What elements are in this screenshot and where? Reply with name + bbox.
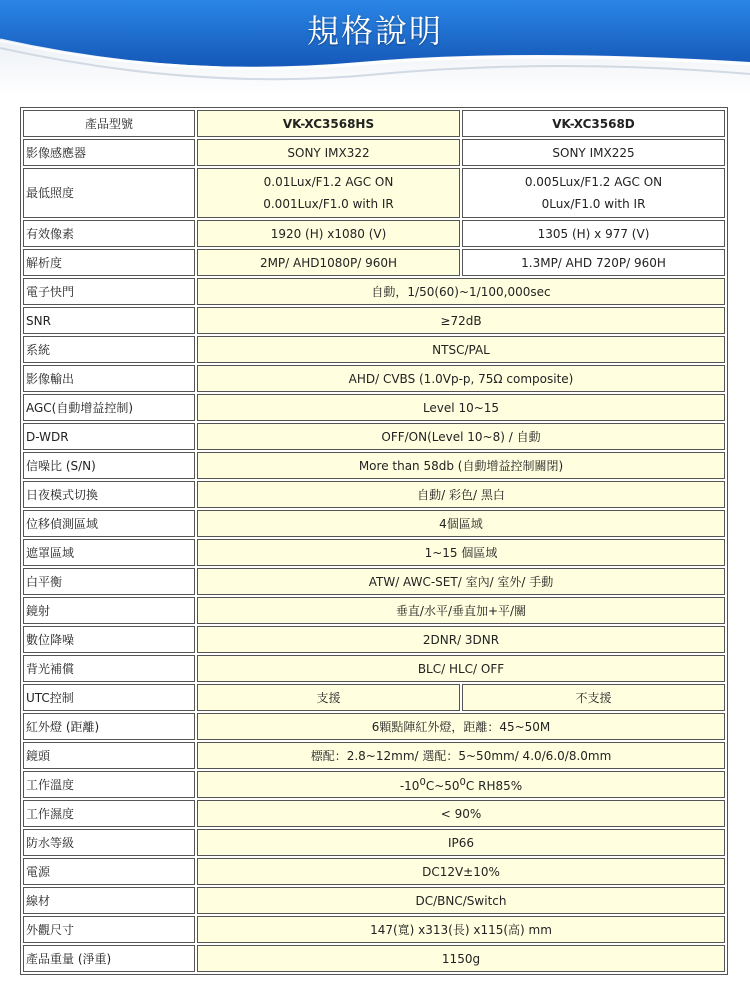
row-label: 產品重量 (淨重): [23, 945, 195, 972]
row-value-hs: 支援: [197, 684, 460, 711]
row-label: 電源: [23, 858, 195, 885]
table-row: [23, 423, 725, 450]
row-label: 外觀尺寸: [23, 916, 195, 943]
row-label: 位移偵測區域: [23, 510, 195, 537]
row-label: 遮罩區域: [23, 539, 195, 566]
row-value: 4個區域: [197, 510, 725, 537]
spec-table-container: [20, 107, 728, 975]
row-label: 信噪比 (S/N): [23, 452, 195, 479]
row-value: Level 10~15: [197, 394, 725, 421]
row-label: 數位降噪: [23, 626, 195, 653]
row-value: BLC/ HLC/ OFF: [197, 655, 725, 682]
row-label: 電子快門: [23, 278, 195, 305]
row-value-d: [462, 168, 725, 218]
row-value-hs: SONY IMX322: [197, 139, 460, 166]
row-value: 1~15 個區域: [197, 539, 725, 566]
row-label: 工作溫度: [23, 771, 195, 798]
row-label: 工作濕度: [23, 800, 195, 827]
table-row: [23, 945, 725, 972]
row-value: 自動，1/50(60)~1/100,000sec: [197, 278, 725, 305]
degree-mark: 0: [419, 776, 426, 788]
table-row: [23, 626, 725, 653]
table-row: [23, 220, 725, 247]
row-value: ≥72dB: [197, 307, 725, 334]
row-value: AHD/ CVBS (1.0Vp-p, 75Ω composite): [197, 365, 725, 392]
row-label: 紅外燈 (距離): [23, 713, 195, 740]
row-value: DC12V±10%: [197, 858, 725, 885]
row-value: ATW/ AWC-SET/ 室內/ 室外/ 手動: [197, 568, 725, 595]
row-value: < 90%: [197, 800, 725, 827]
table-row: [23, 887, 725, 914]
table-row: [23, 742, 725, 769]
row-value-line: 0.005Lux/F1.2 AGC ON: [524, 175, 663, 189]
row-value: OFF/ON(Level 10~8) / 自動: [197, 423, 725, 450]
row-label: 最低照度: [23, 168, 195, 218]
header-banner: [0, 0, 750, 95]
row-value: 標配：2.8~12mm/ 選配：5~50mm/ 4.0/6.0/8.0mm: [197, 742, 725, 769]
row-value-hs: 2MP/ AHD1080P/ 960H: [197, 249, 460, 276]
row-value: 垂直/水平/垂直加+平/關: [197, 597, 725, 624]
temp-part: C RH85%: [465, 778, 523, 793]
row-label: 鏡頭: [23, 742, 195, 769]
table-row: [23, 168, 725, 218]
row-value-line: 0.01Lux/F1.2 AGC ON: [263, 175, 394, 189]
row-value: 2DNR/ 3DNR: [197, 626, 725, 653]
row-value: IP66: [197, 829, 725, 856]
row-value-hs: [197, 168, 460, 218]
table-row: [23, 713, 725, 740]
model-d-header: VK-XC3568D: [462, 110, 725, 137]
row-label: 解析度: [23, 249, 195, 276]
row-value-line: 0.001Lux/F1.0 with IR: [263, 197, 394, 211]
row-label: 影像感應器: [23, 139, 195, 166]
table-row: [23, 336, 725, 363]
table-row: [23, 539, 725, 566]
row-label: 系統: [23, 336, 195, 363]
row-value: NTSC/PAL: [197, 336, 725, 363]
row-value-d: 不支援: [462, 684, 725, 711]
temp-part: -10: [399, 778, 420, 793]
row-label: 影像輸出: [23, 365, 195, 392]
table-row: [23, 684, 725, 711]
page-title: 規格說明: [306, 12, 443, 50]
table-row: [23, 858, 725, 885]
row-label: UTC控制: [23, 684, 195, 711]
table-row: [23, 365, 725, 392]
row-value: 6顆點陣紅外燈，距離：45~50M: [197, 713, 725, 740]
table-row: [23, 481, 725, 508]
row-value: 147(寬) x313(長) x115(高) mm: [197, 916, 725, 943]
row-label: 日夜模式切換: [23, 481, 195, 508]
row-label: SNR: [23, 307, 195, 334]
row-label: 鏡射: [23, 597, 195, 624]
table-row: [23, 829, 725, 856]
temp-part: C~50: [425, 778, 460, 793]
degree-mark: 0: [459, 776, 466, 788]
table-row: [23, 568, 725, 595]
header-label: 產品型號: [23, 110, 195, 137]
row-label: 防水等級: [23, 829, 195, 856]
table-row: [23, 452, 725, 479]
table-row: [23, 510, 725, 537]
table-row: [23, 800, 725, 827]
row-label: 線材: [23, 887, 195, 914]
model-hs-header: VK-XC3568HS: [197, 110, 460, 137]
row-value: 自動/ 彩色/ 黑白: [197, 481, 725, 508]
table-row: [23, 771, 725, 798]
row-value-d: 1.3MP/ AHD 720P/ 960H: [462, 249, 725, 276]
row-value-line: 0Lux/F1.0 with IR: [541, 197, 646, 211]
table-row: [23, 307, 725, 334]
row-label: D-WDR: [23, 423, 195, 450]
row-value: DC/BNC/Switch: [197, 887, 725, 914]
row-value-d: SONY IMX225: [462, 139, 725, 166]
table-header-row: [23, 110, 725, 137]
row-label: 白平衡: [23, 568, 195, 595]
table-row: [23, 394, 725, 421]
spec-table: [20, 107, 728, 975]
row-label: AGC(自動增益控制): [23, 394, 195, 421]
row-value-hs: 1920 (H) x1080 (V): [197, 220, 460, 247]
table-row: [23, 278, 725, 305]
row-label: 背光補償: [23, 655, 195, 682]
row-value: 1150g: [197, 945, 725, 972]
table-row: [23, 597, 725, 624]
row-label: 有效像素: [23, 220, 195, 247]
row-value: [197, 771, 725, 798]
table-row: [23, 916, 725, 943]
row-value: More than 58db (自動增益控制關閉): [197, 452, 725, 479]
table-row: [23, 655, 725, 682]
row-value-d: 1305 (H) x 977 (V): [462, 220, 725, 247]
table-row: [23, 139, 725, 166]
table-row: [23, 249, 725, 276]
